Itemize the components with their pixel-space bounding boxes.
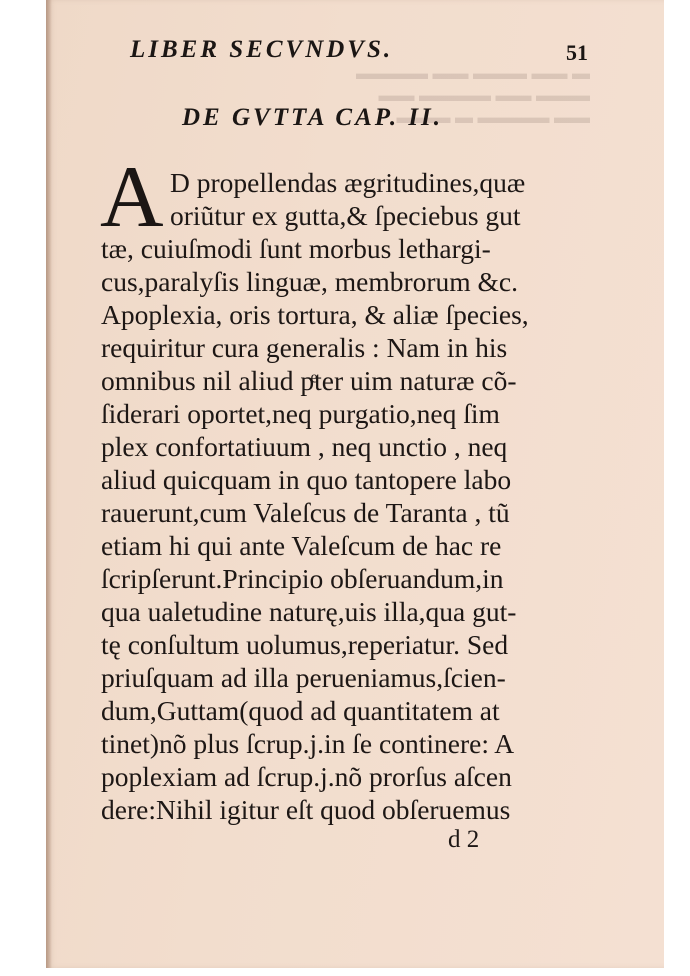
text-line: requiritur cura generalis : Nam in his: [101, 332, 508, 363]
text-line: tę conſultum uolumus,reperiatur. Sed: [101, 629, 509, 660]
text-line: poplexiam ad ſcrup.j.nõ prorſus aſcen: [101, 761, 512, 792]
text-line: dum,Guttam(quod ad quantitatem at: [101, 695, 500, 726]
text-line: tinet)nõ plus ſcrup.j.in ſe continere: A: [101, 728, 515, 759]
text-line: ſcripſerunt.Principio obſeruandum,in: [101, 563, 504, 594]
text-line: D propellendas ægritudines,quæ: [170, 167, 526, 198]
text-line: etiam hi qui ante Valeſcum de hac re: [101, 530, 502, 561]
text-line: rauerunt,cum Valeſcus de Taranta , tũ: [101, 497, 510, 528]
text-line: oriũtur ex gutta,& ſpeciebus gut: [170, 200, 521, 231]
text-line: plex confortatiuum , neq unctio , neq: [101, 431, 508, 462]
text-line: tæ, cuiuſmodi ſunt morbus lethargi-: [101, 233, 491, 264]
page-number: 51: [566, 40, 588, 65]
text-line: cus,paralyſis linguæ, membrorum &c.: [101, 266, 519, 297]
drop-cap-initial: A: [100, 149, 164, 246]
text-line: ſiderari oportet,neq purgatio,neq ſim: [101, 398, 500, 429]
text-line: Apoplexia, oris tortura, & aliæ ſpecies,: [101, 299, 529, 330]
text-line: qua ualetudine naturę,uis illa,qua gut-: [101, 596, 517, 627]
text-line: omnibus nil aliud pͤter uim naturæ cõ-: [101, 365, 517, 396]
page-gutter-shadow: [46, 0, 52, 968]
running-head: LIBER SECVNDVS.: [130, 36, 394, 63]
text-line: priuſquam ad illa perueniamus,ſcien-: [101, 662, 506, 693]
text-line: aliud quicquam in quo tantopere labo: [101, 464, 512, 495]
show-through-text: ▬ ▬▬ ▬▬▬ ▬▬ ▬▬▬▬ ▬▬▬ ▬▬ ▬▬▬▬ ▬▬ ▬▬ ▬▬▬▬ ▬ ▬▬▬: [356, 63, 590, 127]
chapter-title: DE GVTTA CAP. II.: [182, 104, 444, 131]
signature-mark: d 2: [448, 826, 480, 853]
text-line: dere:Nihil igitur eſt quod obſeruemus: [101, 794, 511, 825]
